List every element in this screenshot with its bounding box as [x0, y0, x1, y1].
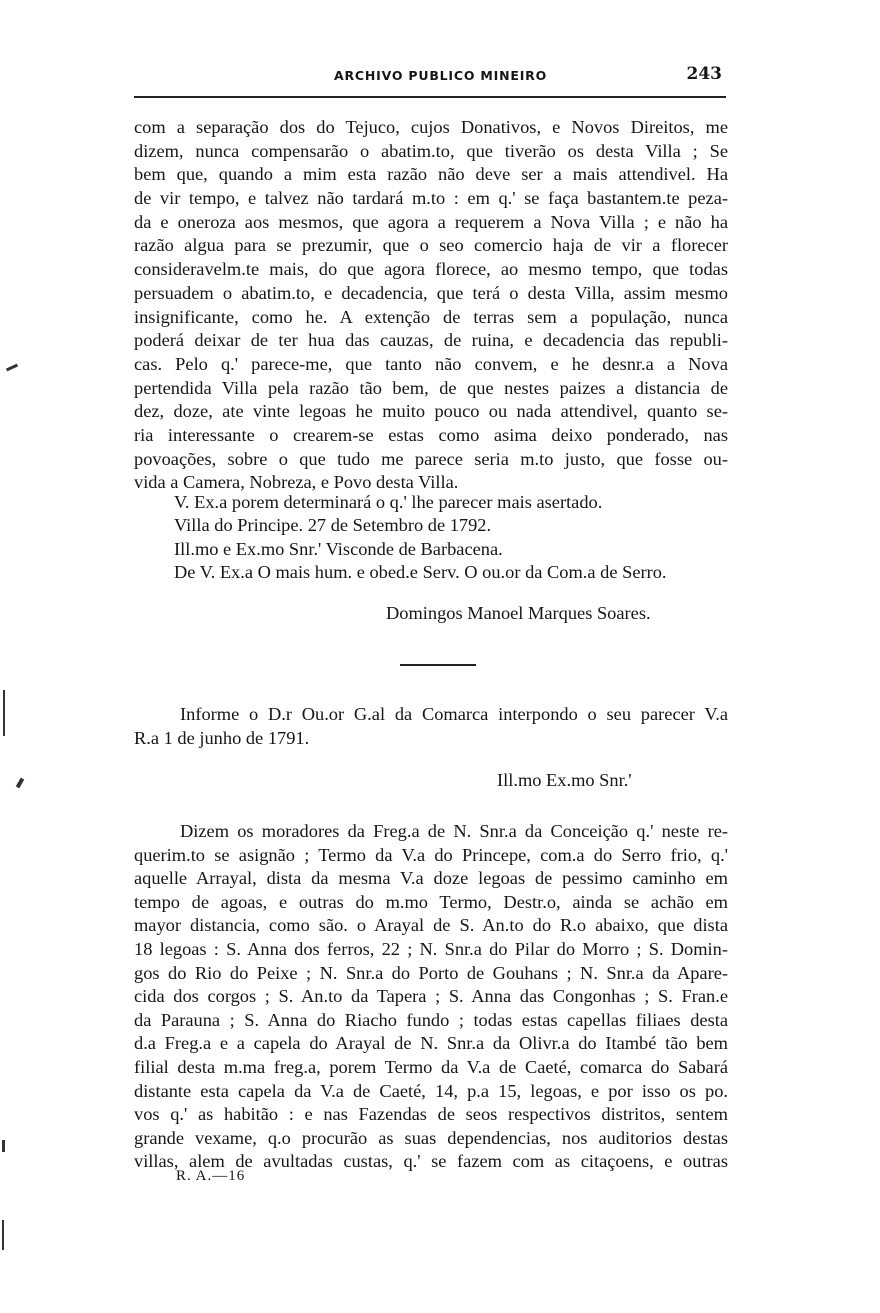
text-line: dez, doze, ate vinte legoas he muito pouco ou nada attendivel, quanto se- [134, 401, 728, 422]
section-separator [400, 664, 476, 666]
text-line: querim.to se asignão ; Termo da V.a do Princepe, com.a do Serro frio, q.' [134, 844, 728, 865]
margin-mark [16, 778, 24, 789]
text-line: aquelle Arrayal, dista da mesma V.a doze legoas de pessimo caminho em [134, 868, 728, 889]
text-line: vos q.' as habitão : e nas Fazendas de seos respectivos distritos, sentem [134, 1104, 728, 1125]
text-line: da e oneroza aos mesmos, que agora a requerem a Nova Villa ; e não ha [134, 211, 728, 232]
text-line: vida a Camera, Nobreza, e Povo desta Villa. [134, 472, 459, 493]
margin-mark [2, 1220, 4, 1250]
text-line: da Parauna ; S. Anna do Riacho fundo ; todas estas capellas filiaes desta [134, 1009, 728, 1030]
text-line: persuadem o abatim.to, e decadencia, que terá o desta Villa, assim mesmo [134, 282, 728, 303]
margin-mark [3, 690, 5, 736]
closing-line: Villa do Principe. 27 de Setembro de 1792. [174, 515, 492, 536]
text-line: consideravelm.te mais, do que agora florece, ao mesmo tempo, que todas [134, 259, 728, 280]
salutation: Ill.mo Ex.mo Snr.' [497, 770, 632, 790]
margin-mark [2, 1140, 5, 1152]
order-line: Informe o D.r Ou.or G.al da Comarca interpondo o seu parecer V.a [180, 704, 728, 724]
running-title: ARCHIVO PUBLICO MINEIRO [334, 68, 548, 83]
header-rule [134, 96, 726, 98]
text-line: razão algua para se prezumir, que o seo comercio haja de vir a florecer [134, 235, 728, 256]
text-line: gos do Rio do Peixe ; N. Snr.a do Porto de Gouhans ; N. Snr.a da Apare- [134, 962, 728, 983]
text-line: dizem, nunca compensarão o abatim.to, que tiverão os desta Villa ; Se [134, 140, 728, 161]
text-line: distante esta capela da V.a de Caeté, 14, p.a 15, legoas, e por isso os po. [134, 1080, 728, 1101]
text-line: insignificante, como he. A extenção de terras sem a população, nunca [134, 306, 728, 327]
text-line: d.a Freg.a e a capela do Arayal de N. Snr.a da Olivr.a do Itambé tão bem [134, 1033, 728, 1054]
text-line: ria interessante o crearem-se estas como asima deixo ponderado, nas [134, 424, 728, 445]
text-line: Dizem os moradores da Freg.a de N. Snr.a da Conceição q.' neste re- [180, 821, 728, 841]
text-line: pertendida Villa pela razão tão bem, de que nestes paizes a distancia de [134, 377, 728, 398]
text-line: villas, alem de avultadas custas, q.' se fazem com as citaçoens, e outras [134, 1151, 728, 1172]
signature-mark: R. A.—16 [176, 1168, 246, 1184]
text-line: de vir tempo, e talvez não tardará m.to : em q.' se faça bastantem.te peza- [134, 188, 728, 209]
signature: Domingos Manoel Marques Soares. [386, 603, 651, 623]
text-line: 18 legoas : S. Anna dos ferros, 22 ; N. Snr.a do Pilar do Morro ; S. Domin- [134, 938, 728, 959]
text-line: filial desta m.ma freg.a, porem Termo da V.a de Caeté, comarca do Sabará [134, 1056, 728, 1077]
closing-line: V. Ex.a porem determinará o q.' lhe parecer mais asertado. [174, 492, 603, 512]
text-line: mayor distancia, como são. o Arayal de S. An.to do R.o abaixo, que dista [134, 915, 728, 936]
margin-mark [6, 364, 18, 372]
text-line: cas. Pelo q.' parece-me, que tanto não convem, e he desnr.a a Nova [134, 353, 728, 374]
text-line: poderá deixar de ter hua das cauzas, de ruina, e decadencia das republi- [134, 330, 728, 351]
closing-line: Ill.mo e Ex.mo Snr.' Visconde de Barbacena. [174, 538, 503, 559]
text-line: povoações, sobre o que tudo me parece seria m.to justo, que fosse ou- [134, 448, 728, 469]
petition-paragraph [134, 820, 728, 1174]
order-note [134, 703, 728, 750]
page-number: 243 [686, 64, 722, 84]
closing-line: De V. Ex.a O mais hum. e obed.e Serv. O ou.or da Com.a de Serro. [174, 562, 667, 583]
text-line: cida dos corgos ; S. An.to da Tapera ; S. Anna das Congonhas ; S. Fran.e [134, 986, 728, 1007]
closing-block [174, 491, 667, 585]
text-line: com a separação dos do Tejuco, cujos Donativos, e Novos Direitos, me [134, 117, 728, 137]
order-line: R.a 1 de junho de 1791. [134, 727, 310, 748]
text-line: grande vexame, q.o procurão as suas dependencias, nos auditorios destas [134, 1127, 728, 1148]
paragraph-1 [134, 116, 728, 495]
page-header [134, 64, 726, 88]
text-line: tempo de agoas, e outras do m.mo Termo, Destr.o, ainda se achão em [134, 891, 728, 912]
text-line: bem que, quando a mim esta razão não deve ser a mais attendivel. Ha [134, 164, 728, 185]
